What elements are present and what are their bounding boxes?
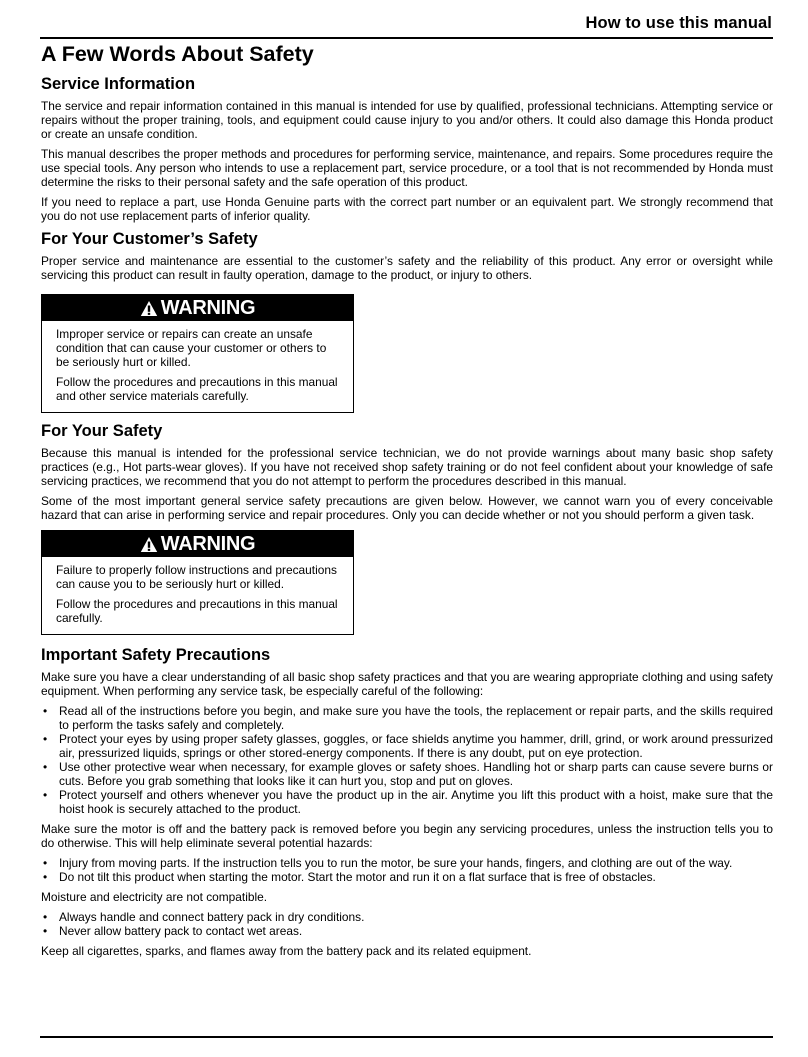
warning-body <box>42 321 353 412</box>
list-item: • Always handle and connect battery pack in dry conditions. <box>41 910 773 924</box>
customer-safety-paragraph: Proper service and maintenance are essential to the customer’s safety and the reliability of this product. Any error or oversight while servicing this product can result in faulty operation, damage to the product, or injury to others. <box>41 254 773 282</box>
warning-header <box>42 531 353 557</box>
list-item: • Protect your eyes by using proper safety glasses, goggles, or face shields anytime you hammer, drill, grind, or work around pressurized air, pressurized liquids, springs or other stored-energy components. If there is any doubt, put on eye protection. <box>41 732 773 760</box>
final-paragraph: Keep all cigarettes, sparks, and flames away from the battery pack and its related equipment. <box>41 944 532 958</box>
motor-paragraph: Make sure the motor is off and the battery pack is removed before you begin any servicing procedures, unless the instruction tells you to do otherwise. This will help eliminate several potential hazards: <box>41 822 773 850</box>
service-info-paragraph: This manual describes the proper methods and procedures for performing service, maintenance, and repairs. Some procedures require the use special tools. Any person who intends to use a replacement part, service procedure, or a tool that is not recommended by Honda must determine the risks to their personal safety and the safe operation of this product. <box>41 147 773 189</box>
warning-text: Failure to properly follow instructions and precautions can cause you to be seriously hurt or killed. <box>56 563 337 591</box>
customer-safety-heading: For Your Customer’s Safety <box>41 230 258 248</box>
bottom-rule <box>40 1036 773 1038</box>
warning-triangle-icon <box>140 300 158 317</box>
list-item: • Do not tilt this product when starting the motor. Start the motor and run it on a flat surface that is free of obstacles. <box>41 870 773 884</box>
your-safety-paragraph: Because this manual is intended for the professional service technician, we do not provide warnings about many basic shop safety practices (e.g., Hot parts-wear gloves). If you have not received shop safety training or do not feel confident about your knowledge of safe servicing practices, we recommend that you do not attempt to perform the procedures described in this manual. <box>41 446 773 488</box>
warning-label: WARNING <box>160 532 256 555</box>
service-info-heading: Service Information <box>41 75 196 93</box>
precautions-heading: Important Safety Precautions <box>41 646 271 664</box>
warning-header <box>42 295 353 321</box>
warning-box <box>41 294 354 413</box>
page-content <box>41 41 773 964</box>
list-item: • Injury from moving parts. If the instruction tells you to run the motor, be sure your hands, fingers, and clothing are out of the way. <box>41 856 773 870</box>
warning-text: Follow the procedures and precautions in this manual carefully. <box>56 597 338 625</box>
your-safety-heading: For Your Safety <box>41 422 163 440</box>
motor-hazards-list <box>41 856 773 884</box>
warning-body <box>42 557 353 634</box>
service-info-paragraph: The service and repair information contained in this manual is intended for use by qualified, professional technicians. Attempting service or repairs without the proper training, tools, and equipment could cause injury to you and/or others. It could also damage this Honda product or create an unsafe condition. <box>41 99 773 141</box>
your-safety-paragraph: Some of the most important general service safety precautions are given below. However, we cannot warn you of every conceivable hazard that can arise in performing service and repair procedures. Only you can decide whether or not you should perform a given task. <box>41 494 773 522</box>
running-head: How to use this manual <box>585 14 772 32</box>
warning-box <box>41 530 354 635</box>
list-item: • Protect yourself and others whenever you have the product up in the air. Anytime you lift this product with a hoist, make sure that the hoist hook is securely attached to the product. <box>41 788 773 816</box>
warning-text: Improper service or repairs can create an unsafe condition that can cause your customer or others to be seriously hurt or killed. <box>56 327 327 369</box>
list-item: • Never allow battery pack to contact wet areas. <box>41 924 773 938</box>
precautions-intro: Make sure you have a clear understanding of all basic shop safety practices and that you are wearing appropriate clothing and using safety equipment. When performing any service task, be especially careful of the following: <box>41 670 773 698</box>
warning-text: Follow the procedures and precautions in this manual and other service materials carefully. <box>56 375 338 403</box>
top-rule <box>40 37 773 39</box>
page-title: A Few Words About Safety <box>41 42 314 66</box>
moisture-paragraph: Moisture and electricity are not compatible. <box>41 890 268 904</box>
list-item: • Use other protective wear when necessary, for example gloves or safety shoes. Handling hot or sharp parts can cause severe burns or cuts. Before you grab something that looks like it can hurt you, stop and put on gloves. <box>41 760 773 788</box>
service-info-paragraph: If you need to replace a part, use Honda Genuine parts with the correct part number or an equivalent part. We strongly recommend that you do not use replacement parts of inferior quality. <box>41 195 773 223</box>
warning-triangle-icon <box>140 536 158 553</box>
list-item: • Read all of the instructions before you begin, and make sure you have the tools, the replacement or repair parts, and the skills required to perform the tasks safely and completely. <box>41 704 773 732</box>
battery-list <box>41 910 773 938</box>
precautions-list <box>41 704 773 816</box>
warning-label: WARNING <box>160 296 256 319</box>
